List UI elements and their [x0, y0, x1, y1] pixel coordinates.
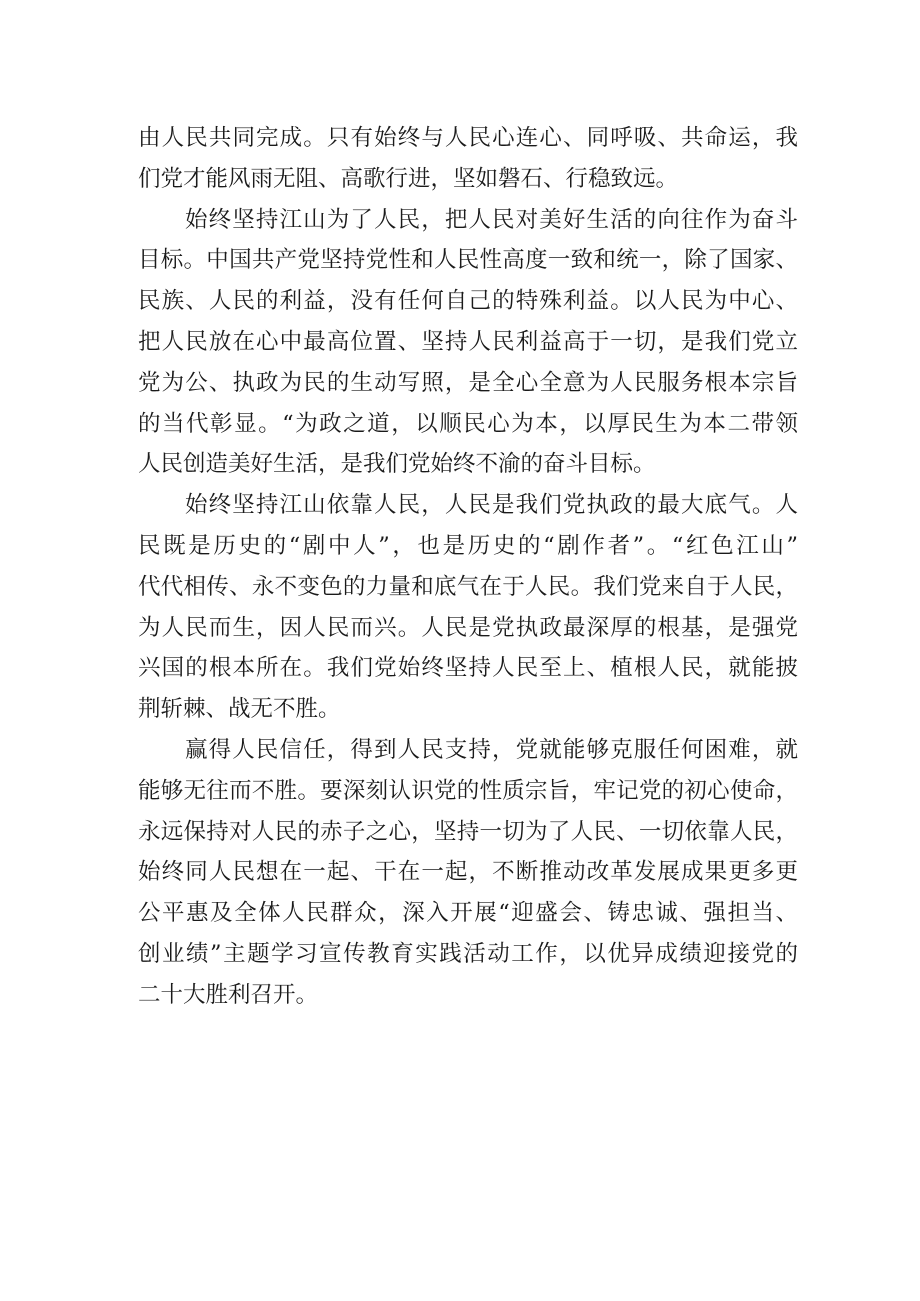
text-line: 人民创造美好生活，是我们党始终不渝的奋斗目标。 [138, 451, 656, 478]
text-line: 目标。中国共产党坚持党性和人民性高度一致和统一，除了国家、 [138, 247, 798, 274]
text-line: 荆斩棘、战无不胜。 [138, 696, 341, 723]
body-text [138, 118, 798, 1016]
text-line: 把人民放在心中最高位置、坚持人民利益高于一切，是我们党立 [138, 328, 798, 355]
text-line: 始终坚持江山依靠人民，人民是我们党执政的最大底气。人 [185, 492, 798, 519]
paragraph [138, 485, 798, 730]
text-line: 始终坚持江山为了人民，把人民对美好生活的向往作为奋斗 [185, 206, 798, 233]
text-line: 赢得人民信任，得到人民支持，党就能够克服任何困难，就 [185, 736, 798, 763]
text-line: 公平惠及全体人民群众，深入开展“迎盛会、铸忠诚、强担当、 [138, 900, 798, 927]
text-line: 兴国的根本所在。我们党始终坚持人民至上、植根人民，就能披 [138, 655, 798, 682]
text-line: 民族、人民的利益，没有任何自己的特殊利益。以人民为中心、 [138, 288, 798, 315]
text-line: 们党才能风雨无阻、高歌行进，坚如磐石、行稳致远。 [138, 165, 679, 192]
text-line: 二十大胜利召开。 [138, 981, 319, 1008]
text-line: 党为公、执政为民的生动写照，是全心全意为人民服务根本宗旨 [138, 369, 798, 396]
paragraph [138, 730, 798, 1016]
text-line: 能够无往而不胜。要深刻认识党的性质宗旨，牢记党的初心使命， [138, 777, 798, 804]
paragraph [138, 200, 798, 486]
text-line: 永远保持对人民的赤子之心，坚持一切为了人民、一切依靠人民， [138, 818, 798, 845]
paragraph [138, 118, 798, 200]
text-line: 代代相传、永不变色的力量和底气在于人民。我们党来自于人民， [138, 573, 798, 600]
text-line: 创业绩”主题学习宣传教育实践活动工作，以优异成绩迎接党的 [138, 940, 798, 967]
text-line: 民既是历史的“剧中人”，也是历史的“剧作者”。“红色江山” [138, 532, 798, 559]
text-line: 始终同人民想在一起、干在一起，不断推动改革发展成果更多更 [138, 859, 798, 886]
text-line: 由人民共同完成。只有始终与人民心连心、同呼吸、共命运，我 [138, 125, 798, 151]
text-line: 的当代彰显。“为政之道，以顺民心为本，以厚民生为本二带领 [138, 410, 798, 437]
text-line: 为人民而生，因人民而兴。人民是党执政最深厚的根基，是强党 [138, 614, 798, 641]
